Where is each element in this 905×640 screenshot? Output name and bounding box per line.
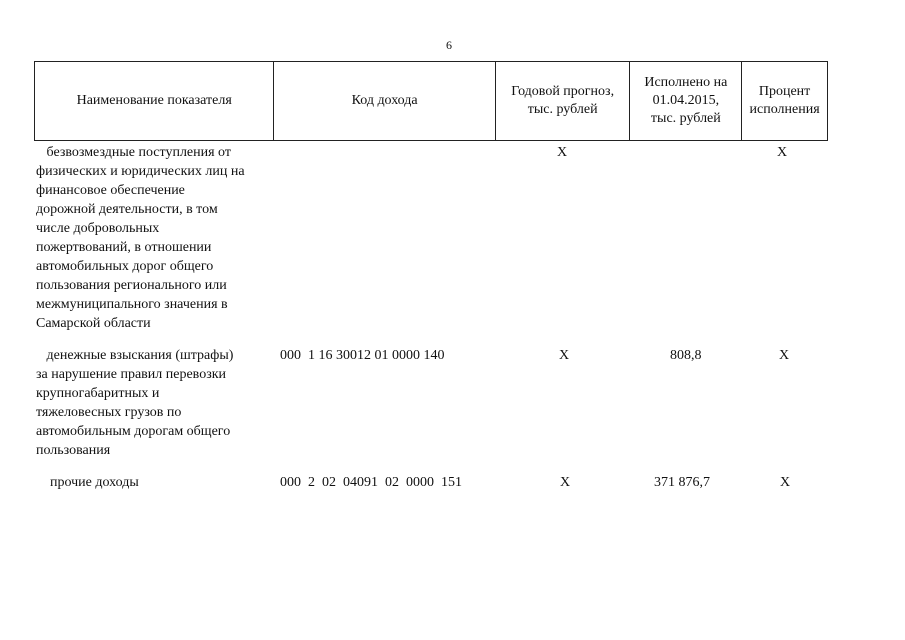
- header-percent: Процент исполнения: [749, 84, 820, 117]
- row-name: безвозмездные поступления от физических и юридических лиц на финансовое обеспечение дорожной деятельности, в том числе добровольных пожертвований, в отношении автомобильных дорог общего пользования регионального или межмуниципального значения в Самарской области: [36, 145, 245, 331]
- row-forecast: X: [557, 145, 568, 160]
- row-executed: 371 876,7: [654, 475, 710, 490]
- page-number: 6: [446, 38, 452, 52]
- row-name: прочие доходы: [36, 475, 139, 490]
- header-executed: Исполнено на 01.04.2015, тыс. рублей: [630, 62, 742, 140]
- header-indicator-name: Наименование показателя: [35, 62, 274, 140]
- row-name: денежные взыскания (штрафы) за нарушение правил перевозки крупногабаритных и тяжеловесных грузов по автомобильным дорогам общего пользования: [36, 348, 234, 458]
- row-forecast: X: [560, 475, 571, 490]
- row-executed: 808,8: [670, 348, 702, 363]
- header-annual-forecast: Годовой прогноз, тыс. рублей: [496, 62, 631, 140]
- row-code: 000 2 02 04091 02 0000 151: [280, 475, 462, 490]
- row-code: 000 1 16 30012 01 0000 140: [280, 348, 445, 363]
- row-forecast: X: [559, 348, 570, 363]
- table-header: [34, 61, 828, 141]
- row-percent: X: [777, 145, 788, 160]
- header-income-code: Код дохода: [274, 62, 495, 140]
- row-percent: X: [779, 348, 790, 363]
- row-percent: X: [780, 475, 791, 490]
